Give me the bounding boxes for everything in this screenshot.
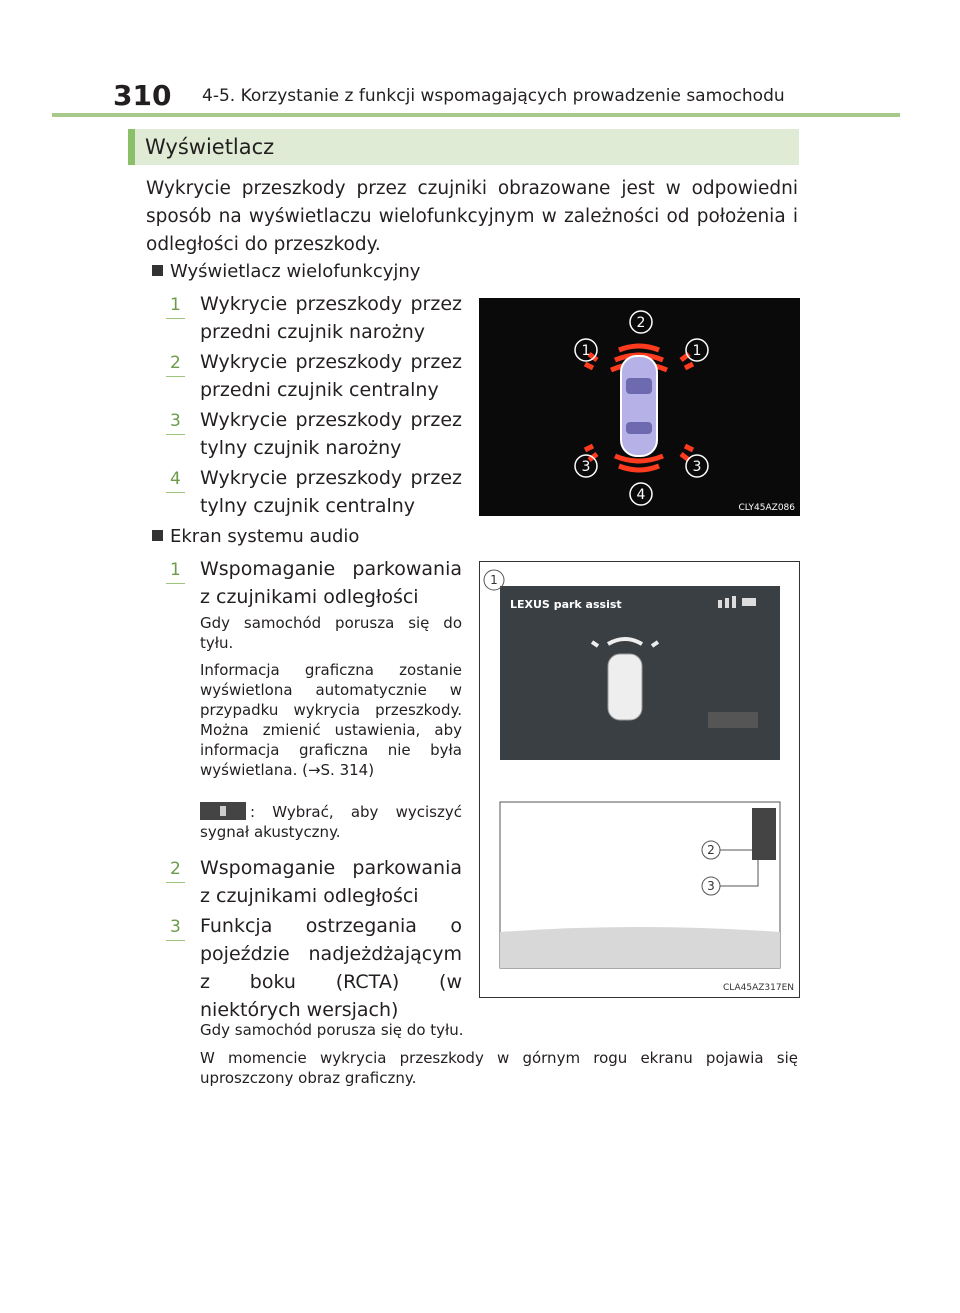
square-bullet-icon — [152, 265, 163, 276]
section-title: Wyświetlacz — [145, 135, 275, 159]
car-icon — [621, 356, 657, 456]
audio-item-2: Wspomaganie parkowania z czujnikami odległości — [200, 857, 462, 907]
section-bar — [128, 129, 799, 165]
audio-note-5: W momencie wykrycia przeszkody w górnym rogu ekranu pojawia się uproszczony obraz graficzny. — [200, 1049, 798, 1087]
callout-label: 3 — [581, 459, 591, 475]
item-number: 1 — [166, 557, 186, 584]
callout-label: 3 — [692, 459, 702, 475]
mute-icon — [200, 802, 246, 820]
callout-label: 2 — [707, 843, 715, 857]
item-number: 4 — [166, 466, 186, 493]
item-number: 1 — [166, 292, 186, 319]
multi-item-4: Wykrycie przeszkody przez tylny czujnik centralny — [200, 467, 462, 517]
callout-label: 1 — [490, 573, 498, 587]
multi-item-2: Wykrycie przeszkody przez przedni czujnik centralny — [200, 351, 462, 401]
callout-label: 4 — [636, 487, 646, 503]
mute-icon — [708, 712, 758, 728]
multi-item-3: Wykrycie przeszkody przez tylny czujnik narożny — [200, 409, 462, 459]
item-number: 2 — [166, 350, 186, 377]
image-code: CLY45AZ086 — [738, 503, 795, 513]
section-bar-accent — [128, 129, 135, 165]
callout-label: 2 — [636, 315, 646, 331]
header-rule — [52, 113, 900, 117]
item-number: 3 — [166, 914, 186, 941]
subheading-multi-text: Wyświetlacz wielofunkcyjny — [170, 261, 421, 282]
item-number: 2 — [166, 856, 186, 883]
audio-note-1: Gdy samochód porusza się do tyłu. — [200, 614, 462, 652]
callout-label: 1 — [692, 343, 702, 359]
screen-title: LEXUS park assist — [510, 598, 622, 611]
audio-screen-illustration — [479, 561, 800, 998]
car-icon — [608, 654, 642, 720]
page-number: 310 — [113, 79, 172, 112]
image-code: CLA45AZ317EN — [722, 983, 794, 993]
square-bullet-icon — [152, 530, 163, 541]
sensor-diagram — [479, 298, 800, 516]
subheading-audio-text: Ekran systemu audio — [170, 526, 360, 547]
audio-item-3: Funkcja ostrzegania o pojeździe nadjeżdżającym z boku (RCTA) (w niektórych wersjach) — [200, 915, 462, 1021]
audio-note-3: : Wybrać, aby wyciszyć sygnał akustyczny. — [200, 803, 462, 841]
subheading-multi — [152, 259, 420, 285]
chapter-title: 4-5. Korzystanie z funkcji wspomagających prowadzenie samochodu — [202, 86, 785, 106]
callout-label: 3 — [707, 879, 715, 893]
callout-label: 1 — [581, 343, 591, 359]
subheading-audio — [152, 524, 359, 550]
audio-note-2: Informacja graficzna zostanie wyświetlona automatycznie w przypadku wykrycia przeszkody. Można zmienić ustawienia, aby informacja graficzna nie była wyświetlana. (→S. 314) — [200, 661, 462, 779]
audio-note-4: Gdy samochód porusza się do tyłu. — [200, 1021, 464, 1039]
multi-item-1: Wykrycie przeszkody przez przedni czujnik narożny — [200, 293, 462, 343]
audio-screen-diagram — [480, 562, 799, 997]
multi-display-illustration — [479, 298, 800, 516]
audio-item-1: Wspomaganie parkowania z czujnikami odległości — [200, 558, 462, 608]
intro-paragraph: Wykrycie przeszkody przez czujniki obrazowane jest w odpowiedni sposób na wyświetlaczu wielofunkcyjnym w zależności od położenia i odległości do przeszkody. — [146, 178, 798, 255]
bumper-shape — [500, 927, 780, 968]
rcta-icon — [752, 808, 776, 860]
item-number: 3 — [166, 408, 186, 435]
